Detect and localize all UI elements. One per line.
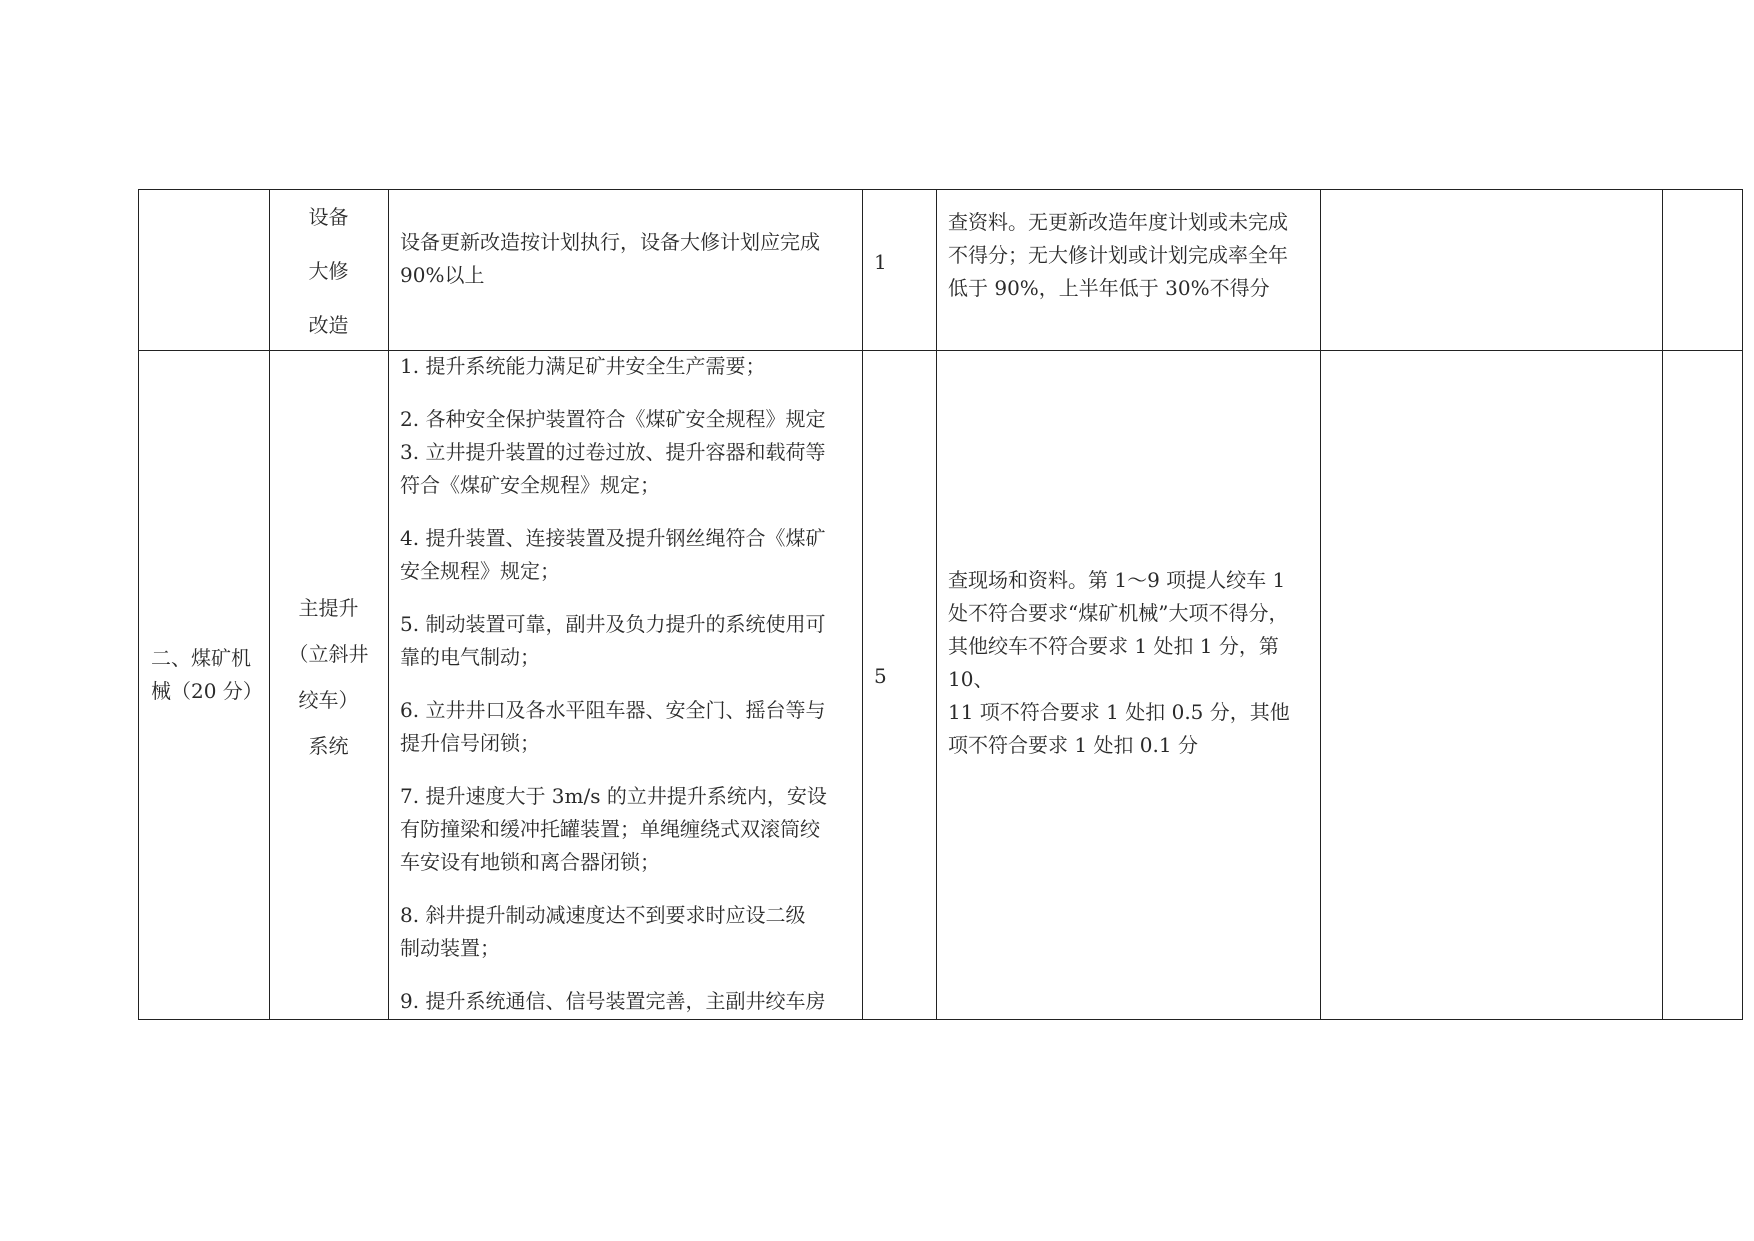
column-divider — [388, 190, 389, 1019]
row2-item — [269, 585, 388, 769]
row1-method: 查资料。无更新改造年度计划或未完成 不得分；无大修计划或计划完成率全年 低于 90%，上半年低于 30%不得分 — [948, 210, 1288, 300]
column-divider — [862, 190, 863, 1019]
row1-score: 1 — [874, 250, 887, 274]
row1-requirement: 设备更新改造按计划执行，设备大修计划应完成 90%以上 — [400, 230, 820, 287]
assessment-table — [138, 189, 1743, 1020]
row1-category — [139, 190, 269, 350]
row2-item-line: 主提升 — [298, 596, 359, 620]
row2-item-line: 系统 — [308, 734, 349, 758]
column-divider — [1662, 190, 1663, 1019]
row2-score: 5 — [874, 664, 887, 688]
row2-requirements — [400, 350, 858, 1020]
row2-category: 二、煤矿机 械（20 分） — [151, 646, 263, 703]
requirement-item-3: 3. 立井提升装置的过卷过放、提升容器和载荷等 符合《煤矿安全规程》规定； — [400, 440, 826, 497]
requirement-item-6: 6. 立井井口及各水平阻车器、安全门、摇台等与 提升信号闭锁； — [400, 698, 826, 755]
requirement-item-1: 1. 提升系统能力满足矿井安全生产需要； — [400, 354, 766, 378]
requirement-item-4: 4. 提升装置、连接装置及提升钢丝绳符合《煤矿 安全规程》规定； — [400, 526, 826, 583]
requirement-item-8: 8. 斜井提升制动减速度达不到要求时应设二级 制动装置； — [400, 903, 806, 960]
requirement-item-7: 7. 提升速度大于 3m/s 的立井提升系统内，安设 有防撞梁和缓冲托罐装置；单绳缠绕式双滚筒绞 车安设有地锁和离合器闭锁； — [400, 784, 827, 874]
requirement-item-5: 5. 制动装置可靠，副井及负力提升的系统使用可 靠的电气制动； — [400, 612, 826, 669]
row2-item-line: （立斜井 — [288, 642, 369, 666]
row1-item-line: 设备 — [308, 205, 349, 229]
row1-item-line: 改造 — [308, 313, 349, 337]
row2-item-line: 绞车） — [298, 688, 359, 712]
row1-item — [269, 190, 388, 350]
column-divider — [1320, 190, 1321, 1019]
requirement-item-9: 9. 提升系统通信、信号装置完善，主副井绞车房 — [400, 989, 826, 1013]
column-divider — [936, 190, 937, 1019]
requirement-item-2: 2. 各种安全保护装置符合《煤矿安全规程》规定 — [400, 407, 826, 431]
row2-method: 查现场和资料。第 1～9 项提人绞车 1 处不符合要求“煤矿机械”大项不得分， 其他绞车不符合要求 1 处扣 1 分，第 10、 11 项不符合要求 1 处扣 0.5 分，其他 项不符合要求 1 处扣 0.1 分 — [948, 568, 1290, 757]
row1-item-line: 大修 — [308, 259, 349, 283]
